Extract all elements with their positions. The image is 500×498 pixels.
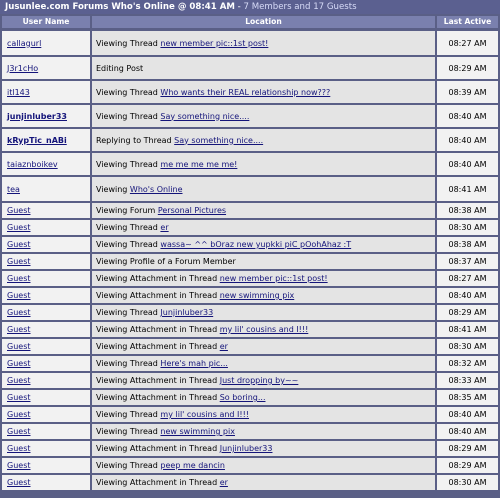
location-action: Viewing Attachment in Thread: [96, 291, 220, 300]
location-cell: [92, 407, 435, 422]
location-action: Viewing Thread: [96, 159, 161, 169]
location-cell: [92, 288, 435, 303]
last-active-cell: [437, 254, 498, 269]
panel-title: [0, 0, 500, 14]
last-active-time: 08:40 AM: [448, 291, 487, 300]
table-row: [0, 104, 500, 128]
last-active-time: 08:38 AM: [448, 206, 487, 215]
last-active-time: 08:39 AM: [448, 87, 487, 97]
location-cell: [92, 373, 435, 388]
location-link[interactable]: Say something nice....: [160, 111, 250, 121]
table-row: [0, 423, 500, 440]
location-action: Viewing Thread: [96, 410, 161, 419]
location-link[interactable]: Say something nice....: [174, 135, 264, 145]
location-cell: [92, 177, 435, 201]
title-separator: -: [234, 2, 244, 12]
username-link[interactable]: Guest: [7, 359, 31, 368]
username-link[interactable]: Guest: [7, 393, 31, 402]
username-link[interactable]: Guest: [7, 444, 31, 453]
table-row: [0, 219, 500, 236]
table-row: [0, 457, 500, 474]
username-link[interactable]: Guest: [7, 342, 31, 351]
last-active-time: 08:40 AM: [448, 111, 487, 121]
last-active-time: 08:29 AM: [448, 444, 487, 453]
location-link[interactable]: Junjinluber33: [219, 444, 273, 453]
user-cell: [2, 220, 90, 235]
username-link[interactable]: Guest: [7, 274, 31, 283]
location-action: Viewing Thread: [96, 308, 161, 317]
username-link[interactable]: Guest: [7, 410, 31, 419]
location-cell: [92, 57, 435, 79]
location-action: Viewing: [96, 184, 130, 194]
last-active-cell: [437, 288, 498, 303]
location-action: Viewing Thread: [96, 87, 161, 97]
username-link[interactable]: taiaznboikev: [7, 159, 58, 169]
table-header: [0, 14, 500, 30]
last-active-cell: [437, 129, 498, 151]
location-action: Viewing Forum: [96, 206, 158, 215]
location-cell: [92, 81, 435, 103]
table-row: [0, 80, 500, 104]
last-active-cell: [437, 339, 498, 354]
location-cell: [92, 153, 435, 175]
user-cell: [2, 339, 90, 354]
table-row: [0, 389, 500, 406]
location-link[interactable]: So boring...: [219, 393, 266, 402]
table-row: [0, 128, 500, 152]
username-link[interactable]: Guest: [7, 308, 31, 317]
table-row: [0, 30, 500, 56]
user-cell: [2, 57, 90, 79]
location-cell: [92, 271, 435, 286]
table-row: [0, 176, 500, 202]
location-cell: [92, 475, 435, 490]
location-action: Viewing Attachment in Thread: [96, 342, 220, 351]
last-active-cell: [437, 322, 498, 337]
user-cell: [2, 305, 90, 320]
username-link[interactable]: itl143: [7, 87, 30, 97]
table-row: [0, 287, 500, 304]
location-action: Viewing Attachment in Thread: [96, 274, 220, 283]
table-row: [0, 304, 500, 321]
location-cell: [92, 105, 435, 127]
last-active-cell: [437, 305, 498, 320]
last-active-time: 08:29 AM: [448, 461, 487, 470]
location-action: Viewing Attachment in Thread: [96, 393, 220, 402]
last-active-time: 08:41 AM: [448, 184, 487, 194]
user-cell: [2, 177, 90, 201]
table-row: [0, 474, 500, 491]
table-row: [0, 202, 500, 219]
last-active-cell: [437, 390, 498, 405]
location-cell: [92, 203, 435, 218]
last-active-cell: [437, 373, 498, 388]
location-cell: [92, 424, 435, 439]
column-header-user-name[interactable]: User Name: [2, 16, 90, 28]
table-row: [0, 253, 500, 270]
last-active-time: 08:30 AM: [448, 223, 487, 232]
table-row: [0, 321, 500, 338]
user-cell: [2, 475, 90, 490]
last-active-time: 08:29 AM: [448, 63, 487, 73]
username-link[interactable]: tea: [7, 184, 20, 194]
user-cell: [2, 203, 90, 218]
location-link[interactable]: peep me dancin: [160, 461, 225, 470]
username-link[interactable]: Guest: [7, 291, 31, 300]
last-active-cell: [437, 31, 498, 55]
location-cell: [92, 237, 435, 252]
last-active-cell: [437, 407, 498, 422]
location-action: Viewing Thread: [96, 111, 161, 121]
location-link[interactable]: new member pic::1st post!: [160, 38, 269, 48]
user-cell: [2, 81, 90, 103]
last-active-cell: [437, 458, 498, 473]
user-cell: [2, 356, 90, 371]
last-active-time: 08:27 AM: [448, 38, 487, 48]
location-action: Viewing Thread: [96, 461, 161, 470]
last-active-cell: [437, 81, 498, 103]
location-action: Viewing Attachment in Thread: [96, 444, 220, 453]
location-cell: [92, 390, 435, 405]
location-link[interactable]: my lil' cousins and I!!!: [160, 410, 250, 419]
user-cell: [2, 288, 90, 303]
user-cell: [2, 390, 90, 405]
title-counts: 7 Members and 17 Guests: [243, 2, 357, 12]
location-action: Viewing Attachment in Thread: [96, 478, 220, 487]
last-active-time: 08:27 AM: [448, 274, 487, 283]
location-action: Replying to Thread: [96, 135, 175, 145]
table-row: [0, 56, 500, 80]
location-cell: [92, 356, 435, 371]
location-action: Viewing Attachment in Thread: [96, 325, 220, 334]
last-active-cell: [437, 441, 498, 456]
location-cell: [92, 254, 435, 269]
username-link[interactable]: Guest: [7, 223, 31, 232]
location-link[interactable]: Who's Online: [129, 184, 183, 194]
location-cell: [92, 129, 435, 151]
username-link[interactable]: Guest: [7, 427, 31, 436]
last-active-cell: [437, 203, 498, 218]
table-row: [0, 338, 500, 355]
location-link[interactable]: er: [219, 478, 228, 487]
location-action: Viewing Thread: [96, 359, 161, 368]
user-cell: [2, 129, 90, 151]
last-active-time: 08:30 AM: [448, 342, 487, 351]
location-link[interactable]: Just dropping by~~: [219, 376, 299, 385]
last-active-cell: [437, 177, 498, 201]
location-cell: [92, 339, 435, 354]
table-row: [0, 440, 500, 457]
location-link[interactable]: er: [160, 223, 169, 232]
location-cell: [92, 220, 435, 235]
table-row: [0, 236, 500, 253]
last-active-time: 08:29 AM: [448, 308, 487, 317]
location-action: Viewing Thread: [96, 223, 161, 232]
last-active-time: 08:30 AM: [448, 478, 487, 487]
user-cell: [2, 407, 90, 422]
location-link[interactable]: my lil' cousins and I!!!: [219, 325, 309, 334]
table-row: [0, 355, 500, 372]
location-cell: [92, 322, 435, 337]
location-link[interactable]: Who wants their REAL relationship now???: [160, 87, 331, 97]
username-link[interactable]: Guest: [7, 376, 31, 385]
last-active-time: 08:40 AM: [448, 427, 487, 436]
last-active-cell: [437, 105, 498, 127]
table-row: [0, 270, 500, 287]
last-active-time: 08:32 AM: [448, 359, 487, 368]
last-active-time: 08:38 AM: [448, 240, 487, 249]
user-cell: [2, 424, 90, 439]
last-active-cell: [437, 237, 498, 252]
location-link[interactable]: er: [219, 342, 228, 351]
location-cell: [92, 305, 435, 320]
location-link[interactable]: Junjinluber33: [160, 308, 214, 317]
title-main: Jusunlee.com Forums Who's Online @ 08:41 AM: [5, 2, 235, 12]
last-active-time: 08:33 AM: [448, 376, 487, 385]
last-active-cell: [437, 424, 498, 439]
table-row: [0, 372, 500, 389]
last-active-time: 08:40 AM: [448, 159, 487, 169]
location-action: Viewing Attachment in Thread: [96, 376, 220, 385]
location-link[interactable]: wassa~ ^^ bOraz new yupkki piC pOohAhaz :T: [160, 240, 352, 249]
last-active-cell: [437, 57, 498, 79]
username-link[interactable]: Guest: [7, 240, 31, 249]
user-cell: [2, 322, 90, 337]
username-link[interactable]: Guest: [7, 325, 31, 334]
location-link[interactable]: Here's mah pic...: [160, 359, 228, 368]
last-active-time: 08:35 AM: [448, 393, 487, 402]
user-cell: [2, 31, 90, 55]
user-cell: [2, 458, 90, 473]
last-active-time: 08:40 AM: [448, 410, 487, 419]
location-action: Editing Post: [96, 63, 144, 73]
column-header-location[interactable]: Location: [92, 16, 435, 28]
user-cell: [2, 237, 90, 252]
location-link[interactable]: new swimming pix: [219, 291, 295, 300]
location-action: Viewing Thread: [96, 427, 161, 436]
user-cell: [2, 441, 90, 456]
last-active-time: 08:37 AM: [448, 257, 487, 266]
username-link[interactable]: Guest: [7, 206, 31, 215]
location-action: Viewing Profile of a Forum Member: [96, 257, 236, 266]
username-link[interactable]: J3r1cHo: [7, 63, 39, 73]
username-link[interactable]: Guest: [7, 257, 31, 266]
location-link[interactable]: Personal Pictures: [157, 206, 227, 215]
column-header-last-active[interactable]: Last Active: [437, 16, 498, 28]
last-active-cell: [437, 271, 498, 286]
table-row: [0, 152, 500, 176]
user-cell: [2, 254, 90, 269]
last-active-time: 08:40 AM: [448, 135, 487, 145]
location-action: Viewing Thread: [96, 38, 161, 48]
username-link[interactable]: Guest: [7, 478, 31, 487]
user-cell: [2, 271, 90, 286]
location-cell: [92, 458, 435, 473]
username-link[interactable]: callagurl: [7, 38, 42, 48]
location-cell: [92, 31, 435, 55]
user-cell: [2, 105, 90, 127]
last-active-cell: [437, 220, 498, 235]
location-link[interactable]: new member pic::1st post!: [219, 274, 328, 283]
user-cell: [2, 153, 90, 175]
last-active-cell: [437, 475, 498, 490]
username-link[interactable]: junjinluber33: [7, 111, 67, 121]
table-row: [0, 406, 500, 423]
location-action: Viewing Thread: [96, 240, 161, 249]
last-active-cell: [437, 356, 498, 371]
location-link[interactable]: me me me me me!: [160, 159, 238, 169]
last-active-cell: [437, 153, 498, 175]
user-cell: [2, 373, 90, 388]
last-active-time: 08:41 AM: [448, 325, 487, 334]
username-link[interactable]: kRypTic_nABi: [7, 135, 67, 145]
username-link[interactable]: Guest: [7, 461, 31, 470]
location-cell: [92, 441, 435, 456]
location-link[interactable]: new swimming pix: [160, 427, 235, 436]
